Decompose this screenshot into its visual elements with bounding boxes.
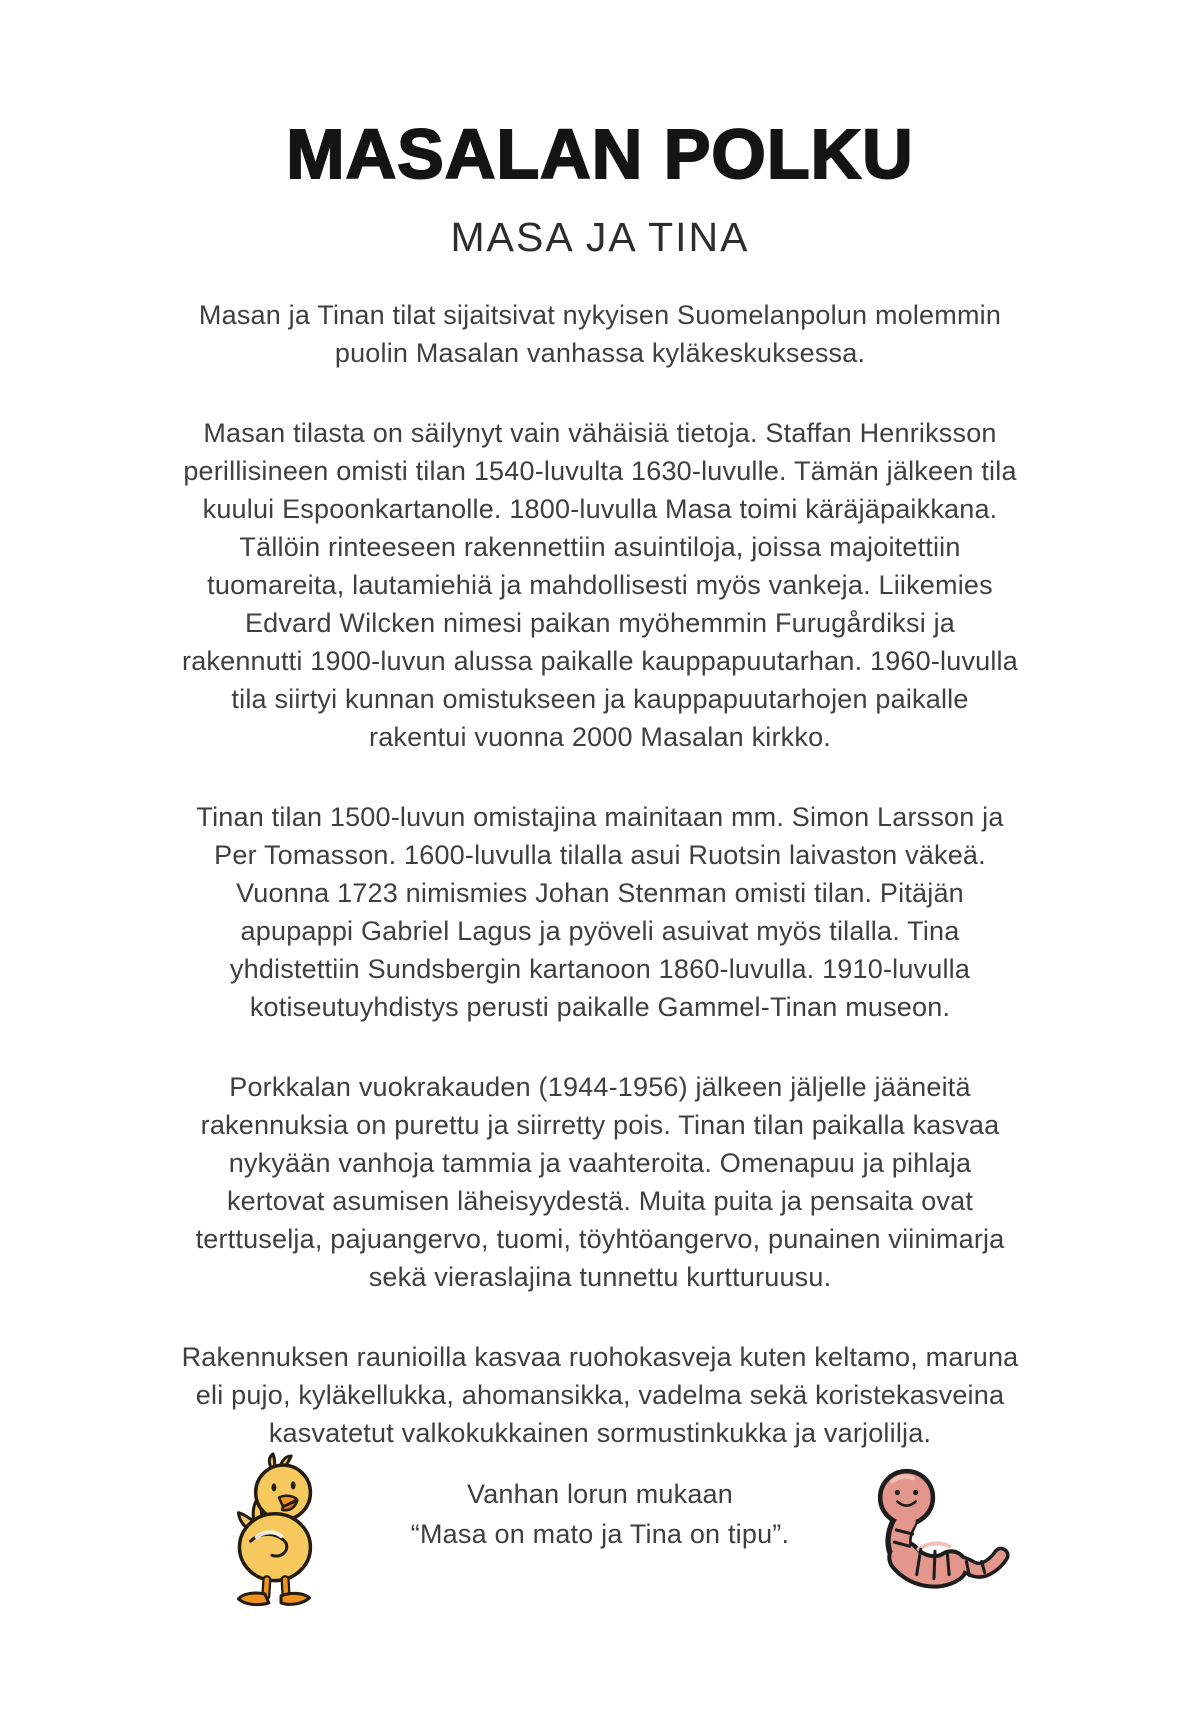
- footer-caption: Vanhan lorun mukaan “Masa on mato ja Tina on tipu”.: [410, 1479, 790, 1549]
- worm: [880, 1471, 1001, 1579]
- paragraph-1: Masan ja Tinan tilat sijaitsivat nykyisen Suomelanpolun molemmin puolin Masalan vanhassa kyläkeskuksessa.: [198, 300, 1002, 368]
- body-text: [0, 296, 1200, 1452]
- footer: [0, 1452, 1200, 1642]
- worm-illustration-icon: [870, 1468, 1007, 1595]
- page-title: MASALAN POLKU: [286, 115, 914, 193]
- page-subtitle: MASA JA TINA: [450, 214, 750, 260]
- chick-feet: [238, 1593, 309, 1605]
- paragraph-5: Rakennuksen raunioilla kasvaa ruohokasveja kuten keltamo, maruna eli pujo, kyläkellukka, ahomansikka, vadelma sekä koristekasveina kasvatetut valkokukkainen sormustinkukka ja varjolilja.: [181, 1342, 1019, 1448]
- paragraph-4: Porkkalan vuokrakauden (1944-1956) jälkeen jäljelle jääneitä rakennuksia on purettu ja siirretty pois. Tinan tilan paikalla kasvaa nykyään vanhoja tammia ja vaahteroita. Omenapuu ja pihlaja kertovat asumisen läheisyydestä. Muita puita ja pensaita ovat terttuselja, pajuangervo, tuomi, töyhtöangervo, punainen viinimarja sekä vieraslajina tunnettu kurtturuusu.: [195, 1072, 1005, 1292]
- paragraph-3: Tinan tilan 1500-luvun omistajina mainitaan mm. Simon Larsson ja Per Tomasson. 1600-luvulla tilalla asui Ruotsin laivaston väkeä. Vuonna 1723 nimismies Johan Stenman omisti tilan. Pitäjän apupappi Gabriel Lagus ja pyöveli asuivat myös tilalla. Tina yhdistettiin Sundsbergin kartanoon 1860-luvulla. 1910-luvulla kotiseutuyhdistys perusti paikalle Gammel-Tinan museon.: [196, 802, 1004, 1022]
- paragraph-2: Masan tilasta on säilynyt vain vähäisiä tietoja. Staffan Henriksson perillisineen omisti tilan 1540-luvulta 1630-luvulle. Tämän jälkeen tila kuului Espoonkartanolle. 1800-luvulla Masa toimi käräjäpaikkana. Tällöin rinteeseen rakennettiin asuintiloja, joissa majoitettiin tuomareita, lautamiehiä ja mahdollisesti myös vankeja. Liikemies Edvard Wilcken nimesi paikan myöhemmin Furugårdiksi ja rakennutti 1900-luvun alussa paikalle kauppapuutarhan. 1960-luvulla tila siirtyi kunnan omistukseen ja kauppapuutarhojen paikalle rakentui vuonna 2000 Masalan kirkko.: [182, 418, 1018, 752]
